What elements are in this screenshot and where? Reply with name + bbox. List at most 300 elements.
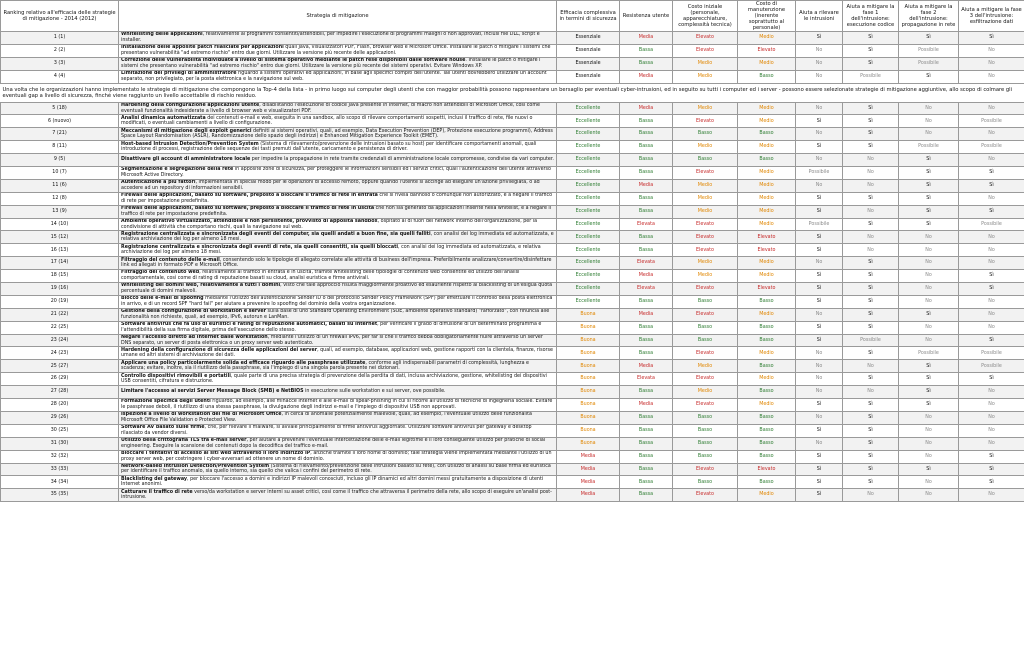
effectiveness-cell: Media	[557, 450, 620, 463]
strategy-description: , in cerca di anomalie potenzialmente malevole, quali, ad esempio, l'eventuale utilizzo delle funzionalità Microsoft Office File Validation o Protected View.	[121, 412, 532, 423]
detect-cell: No	[796, 308, 843, 321]
strategy-cell	[119, 32, 557, 45]
effectiveness-cell: Eccellente	[557, 257, 620, 270]
strategy-cell	[119, 270, 557, 283]
effectiveness-cell: Media	[557, 476, 620, 489]
top-4-rows	[1, 32, 1024, 84]
table-row	[1, 489, 1024, 502]
effectiveness-cell: Essenziale	[557, 32, 620, 45]
stage1-cell: No	[843, 360, 899, 373]
rank-cell: 26 (29)	[1, 373, 119, 386]
stage1-cell: Sì	[843, 347, 899, 360]
strategy-description: , mediante l'utilizzo di un firewall IPv6, per far sì che il traffico debba obbligatoriamente fluire attraverso un server DNS separato, un server di posta elettronica o un proxy server web autenticato.	[121, 334, 543, 346]
strategy-title: Host-based Intrusion Detection/Prevention System	[121, 141, 259, 147]
resistance-cell: Bassa	[620, 205, 673, 218]
effectiveness-cell: Buona	[557, 411, 620, 424]
upfront-cost-cell: Medio	[673, 257, 738, 270]
effectiveness-cell: Media	[557, 489, 620, 502]
upfront-cost-cell: Elevato	[673, 44, 738, 57]
detect-cell: Sì	[796, 141, 843, 154]
strategy-title: Ispezione a livello di workstation dei file di Microsoft Office	[121, 412, 282, 418]
detect-cell: Sì	[796, 295, 843, 308]
strategy-cell	[119, 128, 557, 141]
stage2-cell: Sì	[899, 308, 959, 321]
table-row	[1, 141, 1024, 154]
maintenance-cost-cell: Medio	[738, 57, 796, 70]
detect-cell: Sì	[796, 115, 843, 128]
table-row	[1, 218, 1024, 231]
rank-cell: 27 (28)	[1, 386, 119, 399]
detect-cell: Sì	[796, 489, 843, 502]
strategy-title: Blacklisting del gateway	[121, 476, 188, 482]
detect-cell: No	[796, 373, 843, 386]
rank-cell: 31 (30)	[1, 437, 119, 450]
maintenance-cost-cell: Medio	[738, 257, 796, 270]
table-row	[1, 32, 1024, 45]
maintenance-cost-cell: Medio	[738, 102, 796, 115]
effectiveness-cell: Eccellente	[557, 244, 620, 257]
strategy-title: Gestione della configurazione di workstation e server	[121, 309, 267, 315]
strategy-description: , che, per rilevare il malware, si avvale principalmente di firme antivirus aggiornate. Utilizzare software antivirus per gateway e desktop rilasciato da vendor diversi.	[121, 425, 532, 436]
stage1-cell: No	[843, 244, 899, 257]
header-row	[1, 1, 1024, 32]
stage2-cell: No	[899, 411, 959, 424]
resistance-cell: Bassa	[620, 463, 673, 476]
maintenance-cost-cell: Medio	[738, 167, 796, 180]
rank-cell: 2 (2)	[1, 44, 119, 57]
stage2-cell: Sì	[899, 360, 959, 373]
strategy-description: , per aiutare a prevenire l'eventuale intercettazione delle e-mail legittime e il loro conseguente utilizzo per pratiche di social engineering. Eseguire la scansione dei contenuti dopo la decodifica del traffico e-mail.	[121, 438, 546, 449]
resistance-cell: Elevata	[620, 373, 673, 386]
stage1-cell: Sì	[843, 295, 899, 308]
rank-cell: 34 (34)	[1, 476, 119, 489]
stage3-cell: No	[959, 257, 1024, 270]
resistance-cell: Media	[620, 102, 673, 115]
maintenance-cost-cell: Basso	[738, 128, 796, 141]
upfront-cost-cell: Basso	[673, 334, 738, 347]
strategy-cell	[119, 102, 557, 115]
maintenance-cost-cell: Basso	[738, 295, 796, 308]
effectiveness-cell: Eccellente	[557, 167, 620, 180]
strategy-description: , con analisi dei log immediata ed automatizzata, e relativa archiviazione dei log per almeno 18 mesi.	[121, 244, 541, 256]
col-stage2: Aiuta a mitigare la fase 2 dell'intrusione: propagazione in rete	[899, 1, 959, 32]
maintenance-cost-cell: Medio	[738, 192, 796, 205]
stage1-cell: Sì	[843, 321, 899, 334]
strategy-description: dei contenuti e-mail e web, eseguita in una sandbox, allo scopo di rilevare comportamenti sospetti, inclusi il traffico di rete, file nuovi o modificati, o eventuali cambiamenti a livello di configurazione.	[121, 115, 533, 127]
effectiveness-cell: Essenziale	[557, 70, 620, 83]
detect-cell: Sì	[796, 283, 843, 296]
upfront-cost-cell: Elevato	[673, 283, 738, 296]
rank-cell: 7 (21)	[1, 128, 119, 141]
strategy-title: Filtraggio del contenuto web	[121, 270, 200, 276]
strategy-title: Negare l'accesso diretto ad Internet dalle workstation	[121, 334, 268, 340]
effectiveness-cell: Eccellente	[557, 141, 620, 154]
strategy-cell	[119, 437, 557, 450]
effectiveness-cell: Essenziale	[557, 57, 620, 70]
strategy-description: , per bloccare l'accesso a domini e indirizzi IP malevoli conosciuti, incluso gli IP dinamici ed altri domini messi gratuitamente a disposizione di utenti Internet anonimi.	[121, 476, 544, 488]
rank-cell: 23 (24)	[1, 334, 119, 347]
effectiveness-cell: Eccellente	[557, 115, 620, 128]
strategy-title: Hardening della configurazione di sicurezza delle applicazioni dei server	[121, 347, 318, 353]
resistance-cell: Bassa	[620, 141, 673, 154]
stage3-cell: Sì	[959, 179, 1024, 192]
resistance-cell: Bassa	[620, 57, 673, 70]
table-row	[1, 115, 1024, 128]
stage1-cell: Sì	[843, 463, 899, 476]
effectiveness-cell: Eccellente	[557, 270, 620, 283]
detect-cell: Sì	[796, 399, 843, 412]
stage2-cell: No	[899, 424, 959, 437]
maintenance-cost-cell: Medio	[738, 489, 796, 502]
stage2-cell: Sì	[899, 192, 959, 205]
rank-cell: 6 (nuovo)	[1, 115, 119, 128]
strategy-cell	[119, 308, 557, 321]
resistance-cell: Bassa	[620, 115, 673, 128]
stage3-cell: No	[959, 44, 1024, 57]
rank-cell: 3 (3)	[1, 57, 119, 70]
strategy-cell	[119, 347, 557, 360]
stage2-cell: Sì	[899, 373, 959, 386]
maintenance-cost-cell: Elevato	[738, 244, 796, 257]
stage3-cell: No	[959, 411, 1024, 424]
table-row	[1, 167, 1024, 180]
stage1-cell: Sì	[843, 218, 899, 231]
stage2-cell: No	[899, 437, 959, 450]
effectiveness-cell: Eccellente	[557, 218, 620, 231]
strategy-description: , conforme agli indispensabili parametri di complessità, lunghezza e scadenza; evitare, inoltre, sia il riutilizzo della passphrase, sia l'impiego di una singola parola presente nei dizionari.	[121, 360, 529, 372]
detect-cell: No	[796, 70, 843, 83]
upfront-cost-cell: Elevato	[673, 115, 738, 128]
strategy-title: Autenticazione a più fattori	[121, 180, 196, 186]
other-rows	[1, 102, 1024, 502]
strategy-description: , quali, ad esempio, database, applicazioni web, gestione rapporti con la clientela, finanze, risorse umane ed altri sistemi di archiviazione dei dati.	[121, 347, 553, 359]
strategy-description: , relativamente ai programmi consentiti/attendibili, per impedire l'esecuzione di programmi maligni o non approvati, inclusi file DLL, script e installer.	[121, 32, 540, 43]
stage3-cell: No	[959, 57, 1024, 70]
col-user-resistance: Resistenza utente	[620, 1, 673, 32]
stage1-cell: Sì	[843, 308, 899, 321]
maintenance-cost-cell: Medio	[738, 115, 796, 128]
table-row	[1, 179, 1024, 192]
rank-cell: 8 (11)	[1, 141, 119, 154]
stage3-cell: Possibile	[959, 347, 1024, 360]
stage2-cell: No	[899, 270, 959, 283]
stage2-cell: Possibile	[899, 141, 959, 154]
strategy-title: Catturare il traffico di rete	[121, 489, 193, 495]
detect-cell: No	[796, 411, 843, 424]
stage2-cell: No	[899, 102, 959, 115]
stage1-cell: No	[843, 386, 899, 399]
stage1-cell: Sì	[843, 399, 899, 412]
strategy-description: in apposite zone di sicurezza, per proteggere le informazioni sensibili ed i servizi critici, quali l'autenticazione dell'utente attraverso Microsoft Active Directory.	[121, 167, 551, 178]
strategy-title: Controllo dispositivi rimovibili e portatili	[121, 373, 231, 379]
stage3-cell: No	[959, 321, 1024, 334]
table-row	[1, 476, 1024, 489]
upfront-cost-cell: Elevato	[673, 308, 738, 321]
upfront-cost-cell: Basso	[673, 476, 738, 489]
upfront-cost-cell: Basso	[673, 437, 738, 450]
strategy-cell	[119, 386, 557, 399]
upfront-cost-cell: Elevato	[673, 399, 738, 412]
rank-cell: 10 (7)	[1, 167, 119, 180]
strategy-description: riguardo, ad esempio, alle minacce Internet e alle e-mail di spear-phishing in cui si ricorre all'utilizzo di tecniche di ingegneria sociale. Evitare le passphrase deboli, il riutilizzo di una stessa passphrase, la divulgazione degli indirizzi e-mail e l'impiego di dispositivi USB non approvati.	[121, 399, 553, 410]
strategy-title: Software antivirus che fa uso di euristici e rating di reputazione automatici, basati su Internet	[121, 322, 378, 328]
strategy-description: , ospitato al di fuori del network interno dell'organizzazione, per la condivisione di attività che comportano rischi, quali la navigazione sul web.	[121, 218, 538, 230]
rank-cell: 29 (26)	[1, 411, 119, 424]
strategy-description: (Sistema di rilevamento/prevenzione delle intrusioni basato su rete), con utilizzo di analisi su base firma ed euristica per identificare il traffico anomalo, sia quello interno, sia quello che valica i confini del perimetro di rete.	[121, 463, 551, 475]
strategy-cell	[119, 424, 557, 437]
upfront-cost-cell: Elevato	[673, 347, 738, 360]
maintenance-cost-cell: Medio	[738, 179, 796, 192]
stage3-cell: Sì	[959, 373, 1024, 386]
rank-cell: 18 (15)	[1, 270, 119, 283]
col-strategy: Strategia di mitigazione	[119, 1, 557, 32]
effectiveness-cell: Buona	[557, 347, 620, 360]
upfront-cost-cell: Basso	[673, 128, 738, 141]
stage3-cell: Sì	[959, 450, 1024, 463]
resistance-cell: Bassa	[620, 386, 673, 399]
stage1-cell: Sì	[843, 32, 899, 45]
stage3-cell: No	[959, 244, 1024, 257]
resistance-cell: Bassa	[620, 192, 673, 205]
resistance-cell: Bassa	[620, 295, 673, 308]
detect-cell: Sì	[796, 334, 843, 347]
table-row	[1, 154, 1024, 167]
resistance-cell: Bassa	[620, 347, 673, 360]
effectiveness-cell: Eccellente	[557, 154, 620, 167]
strategy-title: Ambiente operativo virtualizzato, attendibile e non persistente, provvisto di apposita sandbox	[121, 218, 378, 224]
detect-cell: Sì	[796, 463, 843, 476]
table-row	[1, 295, 1024, 308]
table-row	[1, 321, 1024, 334]
resistance-cell: Elevata	[620, 257, 673, 270]
maintenance-cost-cell: Medio	[738, 373, 796, 386]
table-row	[1, 205, 1024, 218]
strategy-description: , per verificare il grado di diffusione di un determinato programma e l'attendibilità della sua firma digitale, prima dell'esecuzione dello stesso.	[121, 322, 542, 333]
detect-cell: No	[796, 437, 843, 450]
col-stage1: Aiuta a mitigare la fase 1 dell'intrusione: esecuzione codice	[843, 1, 899, 32]
detect-cell: Possibile	[796, 218, 843, 231]
rank-cell: 33 (33)	[1, 463, 119, 476]
maintenance-cost-cell: Elevato	[738, 283, 796, 296]
strategy-cell	[119, 283, 557, 296]
stage3-cell: Sì	[959, 270, 1024, 283]
stage2-cell: Possibile	[899, 57, 959, 70]
rank-cell: 28 (20)	[1, 399, 119, 412]
strategy-cell	[119, 450, 557, 463]
detect-cell: No	[796, 57, 843, 70]
rank-cell: 16 (13)	[1, 244, 119, 257]
rank-cell: 30 (25)	[1, 424, 119, 437]
stage1-cell: No	[843, 231, 899, 244]
rank-cell: 20 (19)	[1, 295, 119, 308]
detect-cell: No	[796, 347, 843, 360]
maintenance-cost-cell: Medio	[738, 218, 796, 231]
resistance-cell: Media	[620, 360, 673, 373]
stage2-cell: No	[899, 321, 959, 334]
stage3-cell: Possibile	[959, 218, 1024, 231]
stage1-cell: Sì	[843, 57, 899, 70]
table-row	[1, 192, 1024, 205]
detect-cell: Sì	[796, 270, 843, 283]
table-row	[1, 231, 1024, 244]
strategy-title: Installazione delle apposite patch rilasciate per applicazioni	[121, 45, 284, 51]
maintenance-cost-cell: Basso	[738, 360, 796, 373]
detect-cell: No	[796, 179, 843, 192]
effectiveness-cell: Eccellente	[557, 128, 620, 141]
resistance-cell: Bassa	[620, 321, 673, 334]
strategy-description: che si rivela dannoso o comunque non autorizzato, e a negare il traffico di rete per impostazione predefinita.	[121, 193, 553, 204]
col-stage3: Aiuta a mitigare la fase 3 dell'intrusione: esfiltrazione dati	[959, 1, 1024, 32]
strategy-cell	[119, 179, 557, 192]
resistance-cell: Bassa	[620, 334, 673, 347]
strategy-cell	[119, 360, 557, 373]
maintenance-cost-cell: Medio	[738, 205, 796, 218]
table-row	[1, 128, 1024, 141]
resistance-cell: Media	[620, 270, 673, 283]
note-text: Una volta che le organizzazioni hanno implementato le strategie di mitigazione che compongono la Top-4 della lista - in primo luogo sui computer degli utenti che con maggior probabilità possono rappresentare un bersaglio per eventuali cyber-intrusioni, ed in seguito su tutti i computer ed i server - possono essere selezionate strategie di mitigazione aggiuntive, allo scopo di colmare gli eventuali gap a livello di sicurezza, finché viene raggiunto un livello accettabile di rischio residuo.	[1, 83, 1024, 102]
upfront-cost-cell: Elevato	[673, 218, 738, 231]
strategy-description: (Sistema di rilevamento/prevenzione delle intrusioni basato su host) per identificare comportamenti anomali, quali introduzione di processi, registrazione delle sequenze dei tasti premuti dall'utente, caricamento e persistenza di driver.	[121, 141, 537, 153]
stage1-cell: Sì	[843, 115, 899, 128]
table-row	[1, 308, 1024, 321]
table-row	[1, 44, 1024, 57]
maintenance-cost-cell: Medio	[738, 141, 796, 154]
stage3-cell: No	[959, 231, 1024, 244]
col-effectiveness: Efficacia complessiva in termini di sicurezza	[557, 1, 620, 32]
strategy-cell	[119, 141, 557, 154]
strategy-title: Limitare l'accesso ai servizi Server Message Block (SMB) e NetBIOS	[121, 389, 304, 395]
detect-cell: Sì	[796, 32, 843, 45]
strategy-title: Blocco delle e-mail di spoofing	[121, 296, 204, 302]
strategy-title: Segmentazione e segregazione della rete	[121, 167, 234, 173]
col-maintenance-cost: Costo di manutenzione (inerente soprattutto al personale)	[738, 1, 796, 32]
strategy-cell	[119, 231, 557, 244]
strategy-title: Analisi dinamica automatizzata	[121, 115, 206, 121]
rank-cell: 24 (23)	[1, 347, 119, 360]
resistance-cell: Media	[620, 70, 673, 83]
table-row	[1, 373, 1024, 386]
stage2-cell: Sì	[899, 386, 959, 399]
table-row	[1, 411, 1024, 424]
stage1-cell: Sì	[843, 450, 899, 463]
maintenance-cost-cell: Medio	[738, 308, 796, 321]
strategy-description: riguardo a sistemi operativi ed applicazioni, in base agli specifici compiti dell'utente. Tali utenti dovrebbero utilizzare un account separato, non privilegiato, per la posta elettronica e la navigazione sul web.	[121, 71, 547, 82]
rank-cell: 5 (18)	[1, 102, 119, 115]
resistance-cell: Elevata	[620, 283, 673, 296]
strategy-description: definiti ai sistemi operativi, quali, ad esempio, Data Execution Prevention (DEP), Protezione esecuzione programmi), Address Space Layout Randomisation (ASLR), Randomizzazione dello spazio degli indirizzi) e Enhanced Mitigation Experience Toolkit (EMET).	[121, 128, 553, 140]
strategy-title: Hardening della configurazione applicazioni utente	[121, 102, 260, 108]
upfront-cost-cell: Medio	[673, 57, 738, 70]
upfront-cost-cell: Medio	[673, 102, 738, 115]
resistance-cell: Media	[620, 179, 673, 192]
stage2-cell: Sì	[899, 218, 959, 231]
strategy-description: , con analisi dei log immediata ed automatizzata, e relativa archiviazione dei log per almeno 18 mesi.	[121, 231, 554, 243]
stage3-cell: No	[959, 70, 1024, 83]
resistance-cell: Bassa	[620, 489, 673, 502]
stage2-cell: No	[899, 295, 959, 308]
rank-cell: 22 (25)	[1, 321, 119, 334]
maintenance-cost-cell: Elevato	[738, 231, 796, 244]
maintenance-cost-cell: Medio	[738, 270, 796, 283]
col-detect: Aiuta a rilevare le intrusioni	[796, 1, 843, 32]
table-row	[1, 244, 1024, 257]
effectiveness-cell: Eccellente	[557, 192, 620, 205]
strategy-cell	[119, 295, 557, 308]
stage3-cell: Sì	[959, 167, 1024, 180]
strategy-cell	[119, 57, 557, 70]
stage1-cell: Sì	[843, 141, 899, 154]
maintenance-cost-cell: Basso	[738, 424, 796, 437]
effectiveness-cell: Buona	[557, 321, 620, 334]
strategy-title: Meccanismi di mitigazione degli exploit generici	[121, 128, 252, 134]
rank-cell: 1 (1)	[1, 32, 119, 45]
upfront-cost-cell: Basso	[673, 295, 738, 308]
effectiveness-cell: Media	[557, 463, 620, 476]
stage1-cell: No	[843, 179, 899, 192]
upfront-cost-cell: Medio	[673, 141, 738, 154]
rank-cell: 11 (6)	[1, 179, 119, 192]
stage3-cell: No	[959, 308, 1024, 321]
effectiveness-cell: Eccellente	[557, 231, 620, 244]
strategy-description: , implementata in special modo per le operazioni di accesso remoto, oppure quando l'utente si accinge ad eseguire un'azione privilegiata, o ad accedere ad un repository di informazioni sensibili.	[121, 180, 540, 191]
upfront-cost-cell: Elevato	[673, 244, 738, 257]
effectiveness-cell: Buona	[557, 437, 620, 450]
detect-cell: Sì	[796, 244, 843, 257]
table-row	[1, 257, 1024, 270]
stage2-cell: Sì	[899, 70, 959, 83]
strategy-description: quali Java, visualizzatori PDF, Flash, browser web e Microsoft Office. Installare le patch o mitigare i sistemi che presentano vulnerabilità "ad estremo rischio" entro due giorni. Utilizzare la versione più recente delle applicazioni.	[121, 45, 551, 56]
strategy-description: , quale parte di una precisa strategia di prevenzione della perdita di dati, inclusa archiviazione, gestione, whitelisting dei dispositivi USB consentiti, cifratura e distruzione.	[121, 373, 547, 385]
effectiveness-cell: Buona	[557, 360, 620, 373]
table-row	[1, 437, 1024, 450]
strategy-cell	[119, 321, 557, 334]
rank-cell: 14 (10)	[1, 218, 119, 231]
stage2-cell: Sì	[899, 32, 959, 45]
detect-cell: No	[796, 386, 843, 399]
strategy-title: Filtraggio del contenuto delle e-mail	[121, 257, 220, 263]
resistance-cell: Bassa	[620, 167, 673, 180]
strategy-title: Registrazione centralizzata e sincronizzata degli eventi dei computer, sia quelli andati a buon fine, sia quelli falliti	[121, 231, 431, 237]
stage1-cell: Sì	[843, 373, 899, 386]
strategy-description: che non sia generato da applicazioni inserite nella whitelist, e a negare il traffico di rete per impostazione predefinita.	[121, 206, 552, 217]
upfront-cost-cell: Medio	[673, 270, 738, 283]
table-row	[1, 450, 1024, 463]
upfront-cost-cell: Medio	[673, 192, 738, 205]
detect-cell: Sì	[796, 231, 843, 244]
stage2-cell: No	[899, 257, 959, 270]
resistance-cell: Bassa	[620, 244, 673, 257]
rank-cell: 25 (27)	[1, 360, 119, 373]
stage1-cell: Sì	[843, 411, 899, 424]
table-row	[1, 386, 1024, 399]
stage1-cell: No	[843, 167, 899, 180]
detect-cell: Possibile	[796, 167, 843, 180]
detect-cell: Sì	[796, 424, 843, 437]
stage3-cell: No	[959, 102, 1024, 115]
rank-cell: 12 (8)	[1, 192, 119, 205]
upfront-cost-cell: Basso	[673, 411, 738, 424]
strategy-description: verso/da workstation e server interni su asset critici, così come il traffico che attraversa il perimetro della rete, allo scopo di eseguire un'analisi post-intrusione.	[121, 489, 552, 501]
upfront-cost-cell: Medio	[673, 179, 738, 192]
stage3-cell: No	[959, 128, 1024, 141]
strategy-description: , relativamente al traffico in entrata e in uscita, tramite whitelisting delle tipologie di contenuto web consentite ed utilizzo dell'analisi comportamentale, così come di rating di reputazione basati su cloud, analisi euristica e firme antivirali.	[121, 270, 520, 282]
strategy-title: Software AV basato sulle firme	[121, 425, 205, 431]
upfront-cost-cell: Basso	[673, 424, 738, 437]
stage2-cell: Sì	[899, 205, 959, 218]
upfront-cost-cell: Elevato	[673, 463, 738, 476]
strategy-title: Firewall delle applicazioni, basato su software, preposto a bloccare il traffico di rete in uscita	[121, 206, 375, 212]
effectiveness-cell: Buona	[557, 399, 620, 412]
